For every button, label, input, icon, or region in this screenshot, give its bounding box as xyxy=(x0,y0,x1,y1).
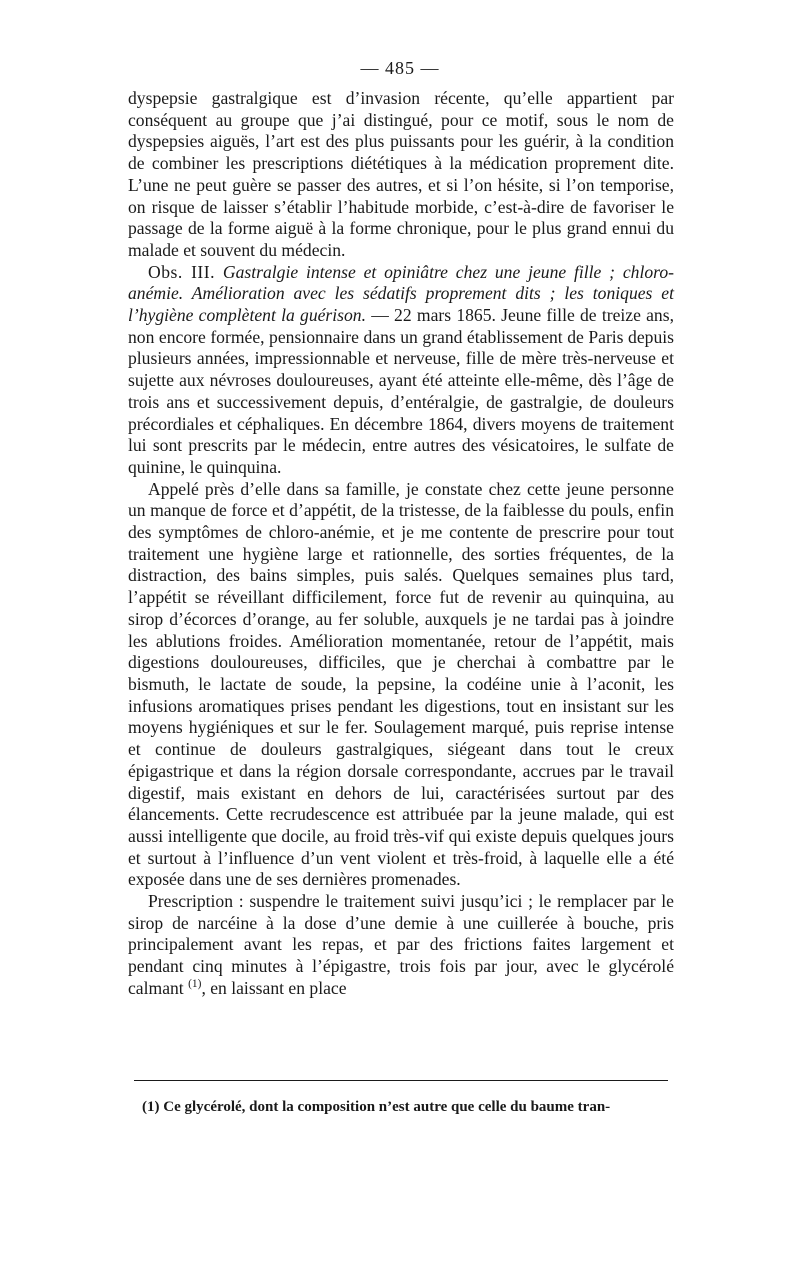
observation-text: Jeune fille de treize ans, non encore formée, pensionnaire dans un grand établissement de Paris depuis plusieurs années, impressionnable et nerveuse, fille de mère très-nerveuse et sujette aux névroses douloureuses, ayant été atteinte elle-même, dès l’âge de trois ans et successivement depuis, d’entéralgie, de gastralgie, de douleurs précordiales et céphaliques. En décembre 1864, divers moyens de traitement lui sont prescrits par le médecin, entre autres des vésicatoires, le sulfate de quinine, le quinquina. xyxy=(128,305,674,477)
footnote xyxy=(142,1098,682,1117)
page-number: — 485 — xyxy=(360,58,440,78)
footnote-reference: (1) xyxy=(188,977,202,990)
observation-paragraph xyxy=(128,262,674,479)
paragraph-prescription xyxy=(128,891,674,1000)
footnote-text: Ce glycérolé, dont la composition n’est autre que celle du baume tran- xyxy=(163,1099,611,1115)
observation-title: Gastralgie intense et opiniâtre chez une jeune fille ; chloro-anémie. Amélioration avec les sédatifs proprement dits ; les toniques et l’hygiène complètent la guérison. xyxy=(128,261,674,326)
footnote-mark: (1) xyxy=(142,1099,160,1115)
observation-date: — 22 mars 1865. xyxy=(371,305,496,326)
prescription-text: Prescription : suspendre le traitement suivi jusqu’ici ; le remplacer par le sirop de narcéine à la dose d’une demie à une cuillerée à bouche, pris principalement avant les repas, et par des frictions faites largement et pendant cinq minutes à l’épigastre, trois fois par jour, avec le glycérolé calmant xyxy=(128,891,674,998)
prescription-text-end: , en laissant en place xyxy=(201,977,347,998)
footnote-divider xyxy=(134,1080,668,1081)
body-text xyxy=(128,88,674,1000)
paragraph-appele: Appelé près d’elle dans sa famille, je constate chez cette jeune personne un manque de force et d’appétit, de la tristesse, de la faiblesse du pouls, enfin des symptômes de chloro-anémie, et je me contente de prescrire pour tout traitement une hygiène large et rationnelle, des sorties fréquentes, de la distraction, des bains simples, puis salés. Quelques semaines plus tard, l’appétit se réveillant difficilement, force fut de revenir au quinquina, au sirop d’écorces d’orange, au fer soluble, auxquels je ne tardai pas à joindre les ablutions froides. Amélioration momentanée, retour de l’appétit, mais digestions douloureuses, difficiles, que je cherchai à combattre par le bismuth, le lactate de soude, la pepsine, la codéine unie à l’aconit, les infusions aromatiques prises pendant les digestions, tout en insistant sur les moyens hygiéniques et sur le fer. Soulagement marqué, puis reprise intense et continue de douleurs gastralgiques, siégeant dans tout le creux épigastrique et dans la région dorsale correspondante, accrues par le travail digestif, mais existant en dehors de lui, caractérisées surtout par des élancements. Cette recrudescence est attribuée par la jeune malade, qui est aussi intelligente que docile, au froid très-vif qui existe depuis quelques jours et surtout à l’influence d’un vent violent et très-froid, à laquelle elle a été exposée dans une de ses dernières promenades. xyxy=(128,478,674,890)
paragraph-dyspepsie: dyspepsie gastralgique est d’invasion récente, qu’elle appartient par conséquent au groupe que j’ai distingué, pour ce motif, sous le nom de dyspepsies aiguës, l’art est des plus puissants pour les guérir, à la condition de combiner les prescriptions diététiques à la médication proprement dite. L’une ne peut guère se passer des autres, et si l’on hésite, si l’on temporise, on risque de laisser s’établir l’habitude morbide, c’est-à-dire de favoriser le passage de la forme aiguë à la forme chronique, pour le plus grand ennui du malade et souvent du médecin. xyxy=(128,88,674,260)
observation-label: Obs. III. xyxy=(148,261,216,282)
